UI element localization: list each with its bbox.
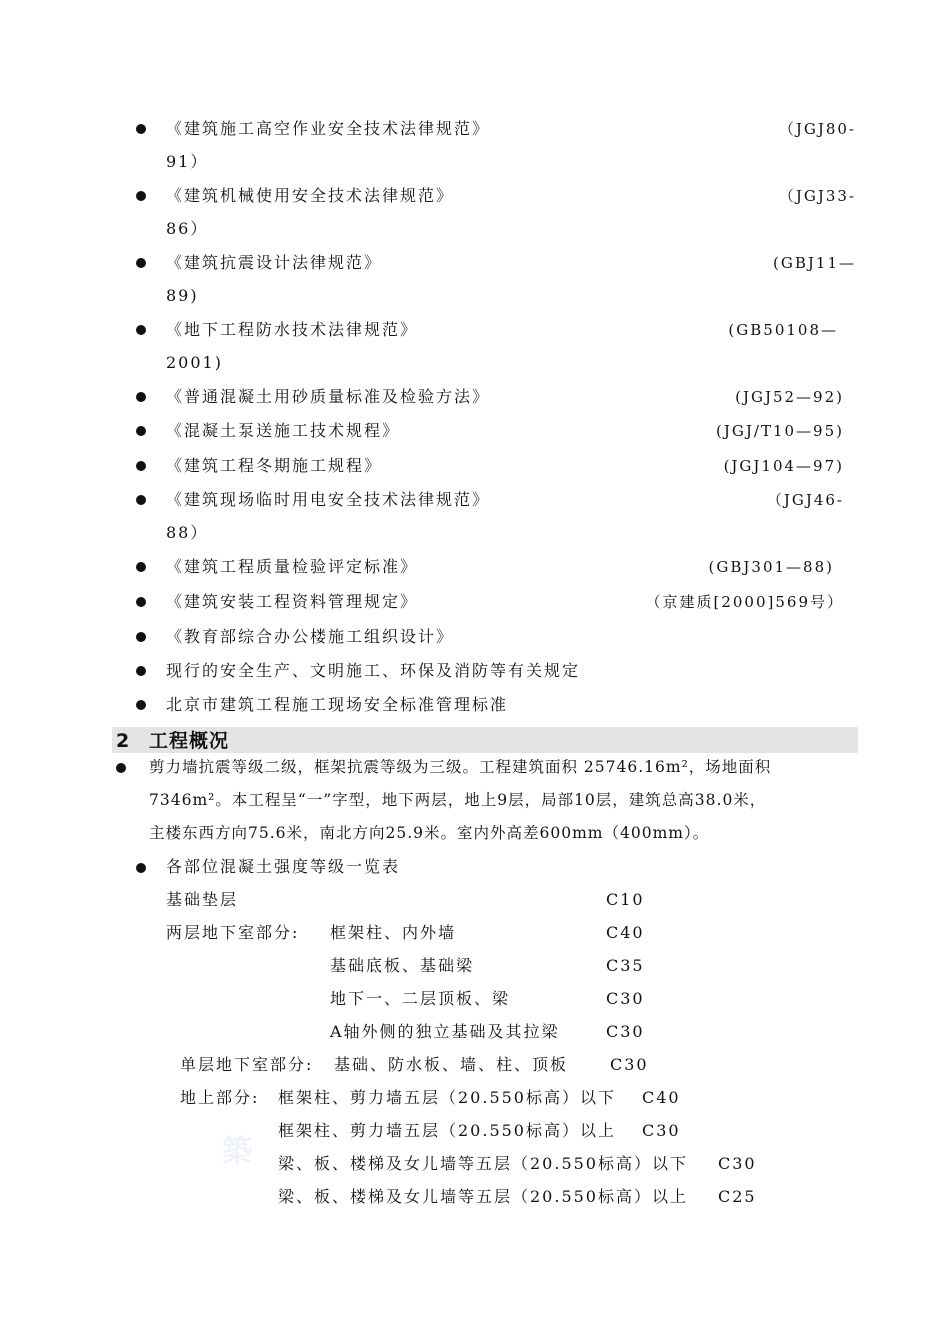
- reference-code-continued: 91）: [166, 152, 209, 171]
- table-grade: C10: [606, 890, 645, 909]
- reference-code-continued: 88）: [166, 523, 209, 542]
- table-grade: C30: [610, 1055, 649, 1074]
- overview-line: 主楼东西方向75.6米，南北方向25.9米。室内外高差600mm（400mm）。: [149, 824, 710, 842]
- bullet-icon: [136, 258, 146, 268]
- bullet-icon: [136, 461, 146, 471]
- reference-title: 《建筑现场临时用电安全技术法律规范》: [166, 490, 491, 509]
- bullet-icon: [136, 392, 146, 402]
- reference-code: （JGJ46-: [766, 491, 844, 509]
- reference-code-continued: 86）: [166, 219, 209, 238]
- overview-line: 7346m²。本工程呈“一”字型，地下两层，地上9层，局部10层，建筑总高38.0米，: [149, 791, 767, 809]
- table-grade: C40: [642, 1088, 681, 1107]
- reference-title: 《混凝土泵送施工技术规程》: [166, 421, 401, 440]
- reference-code-continued: 2001): [166, 353, 223, 372]
- table-part: 基础、防水板、墙、柱、顶板: [334, 1055, 569, 1074]
- reference-title: 《普通混凝土用砂质量标准及检验方法》: [166, 387, 491, 406]
- reference-code: （JGJ80-: [778, 120, 856, 138]
- section-number: 2: [116, 730, 130, 752]
- reference-title: 《建筑工程质量检验评定标准》: [166, 557, 419, 576]
- table-grade: C25: [718, 1187, 757, 1206]
- reference-code: (JGJ104—97): [723, 457, 844, 475]
- table-grade: C30: [606, 989, 645, 1008]
- reference-code: (GB50108—: [728, 321, 838, 339]
- reference-code: （京建质[2000]569号）: [645, 593, 844, 611]
- reference-title: 《建筑安装工程资料管理规定》: [166, 592, 419, 611]
- reference-title: 《建筑抗震设计法律规范》: [166, 253, 383, 272]
- reference-code: (JGJ52—92): [735, 388, 844, 406]
- strength-table-heading: 各部位混凝土强度等级一览表: [166, 857, 401, 876]
- reference-code: (JGJ/T10—95): [716, 422, 844, 440]
- reference-code-continued: 89): [166, 286, 199, 305]
- reference-title: 《地下工程防水技术法律规范》: [166, 320, 419, 339]
- bullet-icon: [136, 495, 146, 505]
- bullet-icon: [136, 700, 146, 710]
- reference-code: (GBJ11—: [773, 254, 856, 272]
- bullet-icon: [136, 325, 146, 335]
- table-grade: C40: [606, 923, 645, 942]
- reference-title: 北京市建筑工程施工现场安全标准管理标准: [166, 695, 509, 714]
- bullet-icon: [136, 191, 146, 201]
- table-grade: C30: [642, 1121, 681, 1140]
- table-part: 梁、板、楼梯及女儿墙等五层（20.550标高）以上: [278, 1187, 688, 1206]
- bullet-icon: [136, 562, 146, 572]
- bullet-icon: [136, 426, 146, 436]
- reference-title: 《建筑施工高空作业安全技术法律规范》: [166, 119, 491, 138]
- reference-title: 现行的安全生产、文明施工、环保及消防等有关规定: [166, 661, 581, 680]
- reference-title: 《教育部综合办公楼施工组织设计》: [166, 627, 455, 646]
- bullet-icon: [136, 597, 146, 607]
- bullet-icon: [136, 632, 146, 642]
- overview-paragraph: [149, 751, 859, 850]
- table-group: 地上部分:: [180, 1088, 260, 1107]
- reference-title: 《建筑机械使用安全技术法律规范》: [166, 186, 455, 205]
- table-grade: C30: [718, 1154, 757, 1173]
- table-part: A轴外侧的独立基础及其拉梁: [330, 1022, 560, 1041]
- table-group: 单层地下室部分:: [180, 1055, 314, 1074]
- table-grade: C30: [606, 1022, 645, 1041]
- overview-line: 剪力墙抗震等级二级，框架抗震等级为三级。工程建筑面积 25746.16m²，场地面积: [149, 758, 772, 776]
- bullet-icon: [136, 124, 146, 134]
- section-title: 工程概况: [149, 730, 230, 752]
- table-part: 基础底板、基础梁: [330, 956, 475, 975]
- table-part: 地下一、二层顶板、梁: [330, 989, 511, 1008]
- reference-title: 《建筑工程冬期施工规程》: [166, 456, 383, 475]
- bullet-icon: [136, 666, 146, 676]
- bullet-icon: [136, 863, 146, 873]
- table-part: 框架柱、剪力墙五层（20.550标高）以下: [278, 1088, 616, 1107]
- watermark: 築: [222, 1134, 252, 1169]
- table-part: 框架柱、剪力墙五层（20.550标高）以上: [278, 1121, 616, 1140]
- table-group: 基础垫层: [166, 890, 239, 909]
- table-group: 两层地下室部分:: [166, 923, 300, 942]
- bullet-icon: [116, 763, 126, 773]
- reference-code: （JGJ33-: [778, 187, 856, 205]
- table-part: 梁、板、楼梯及女儿墙等五层（20.550标高）以下: [278, 1154, 688, 1173]
- reference-code: (GBJ301—88): [708, 558, 834, 576]
- table-grade: C35: [606, 956, 645, 975]
- table-part: 框架柱、内外墙: [330, 923, 457, 942]
